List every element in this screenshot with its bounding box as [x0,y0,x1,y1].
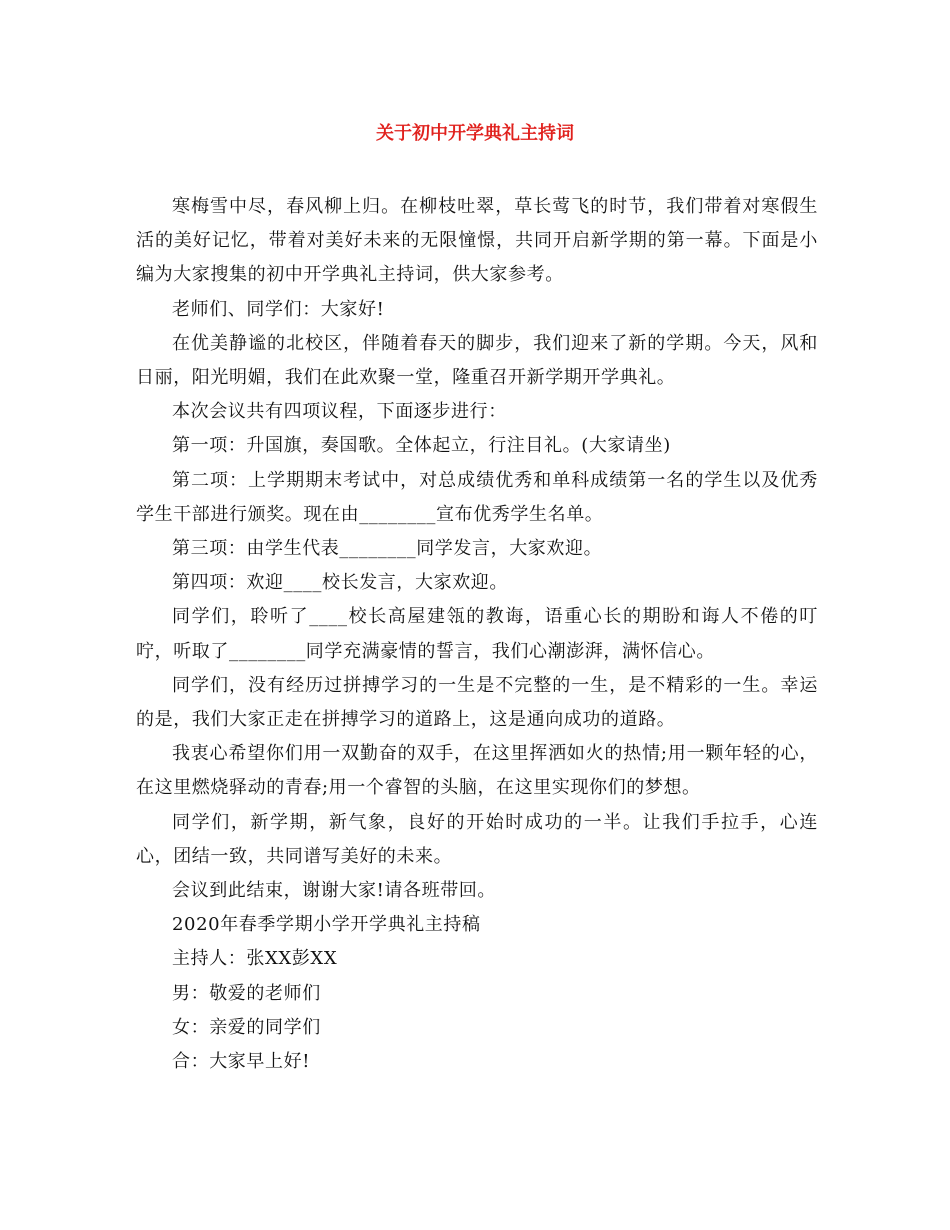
document-body [136,190,818,1079]
paragraph: 男：敬爱的老师们 [172,982,321,1004]
paragraph: 我衷心希望你们用一双勤奋的双手，在这里挥洒如火的热情;用一颗年轻的心，在这里燃烧驿动的青春;用一个睿智的头脑，在这里实现你们的梦想。 [136,743,818,799]
paragraph: 第二项：上学期期末考试中，对总成绩优秀和单科成绩第一名的学生以及优秀学生干部进行颁奖。现在由________宣布优秀学生名单。 [136,469,818,525]
paragraph: 第一项：升国旗，奏国歌。全体起立，行注目礼。(大家请坐) [172,435,671,457]
paragraph: 同学们，没有经历过拼搏学习的一生是不完整的一生，是不精彩的一生。幸运的是，我们大家正走在拼搏学习的道路上，这是通向成功的道路。 [136,674,818,731]
paragraph: 会议到此结束，谢谢大家!请各班带回。 [172,880,497,902]
paragraph: 2020年春季学期小学开学典礼主持稿 [172,914,481,936]
paragraph: 主持人：张XX彭XX [172,948,338,970]
paragraph: 女：亲爱的同学们 [172,1016,321,1038]
paragraph: 第四项：欢迎____校长发言，大家欢迎。 [172,572,508,594]
paragraph: 同学们，新学期，新气象，良好的开始时成功的一半。让我们手拉手，心连心，团结一致，共同谱写美好的未来。 [136,811,818,867]
paragraph: 本次会议共有四项议程，下面逐步进行： [172,401,507,423]
paragraph: 寒梅雪中尽，春风柳上归。在柳枝吐翠，草长莺飞的时节，我们带着对寒假生活的美好记忆，带着对美好未来的无限憧憬，共同开启新学期的第一幕。下面是小编为大家搜集的初中开学典礼主持词，供大家参考。 [136,196,818,286]
paragraph: 第三项：由学生代表________同学发言，大家欢迎。 [172,538,603,560]
paragraph: 在优美静谧的北校区，伴随着春天的脚步，我们迎来了新的学期。今天，风和日丽，阳光明媚，我们在此欢聚一堂，隆重召开新学期开学典礼。 [136,332,818,389]
paragraph: 老师们、同学们：大家好! [172,298,385,320]
document-title: 关于初中开学典礼主持词 [376,123,574,144]
paragraph: 合：大家早上好! [172,1051,311,1073]
paragraph: 同学们，聆听了____校长高屋建瓴的教诲，语重心长的期盼和诲人不倦的叮咛，听取了________同学充满豪情的誓言，我们心潮澎湃，满怀信心。 [136,606,818,662]
